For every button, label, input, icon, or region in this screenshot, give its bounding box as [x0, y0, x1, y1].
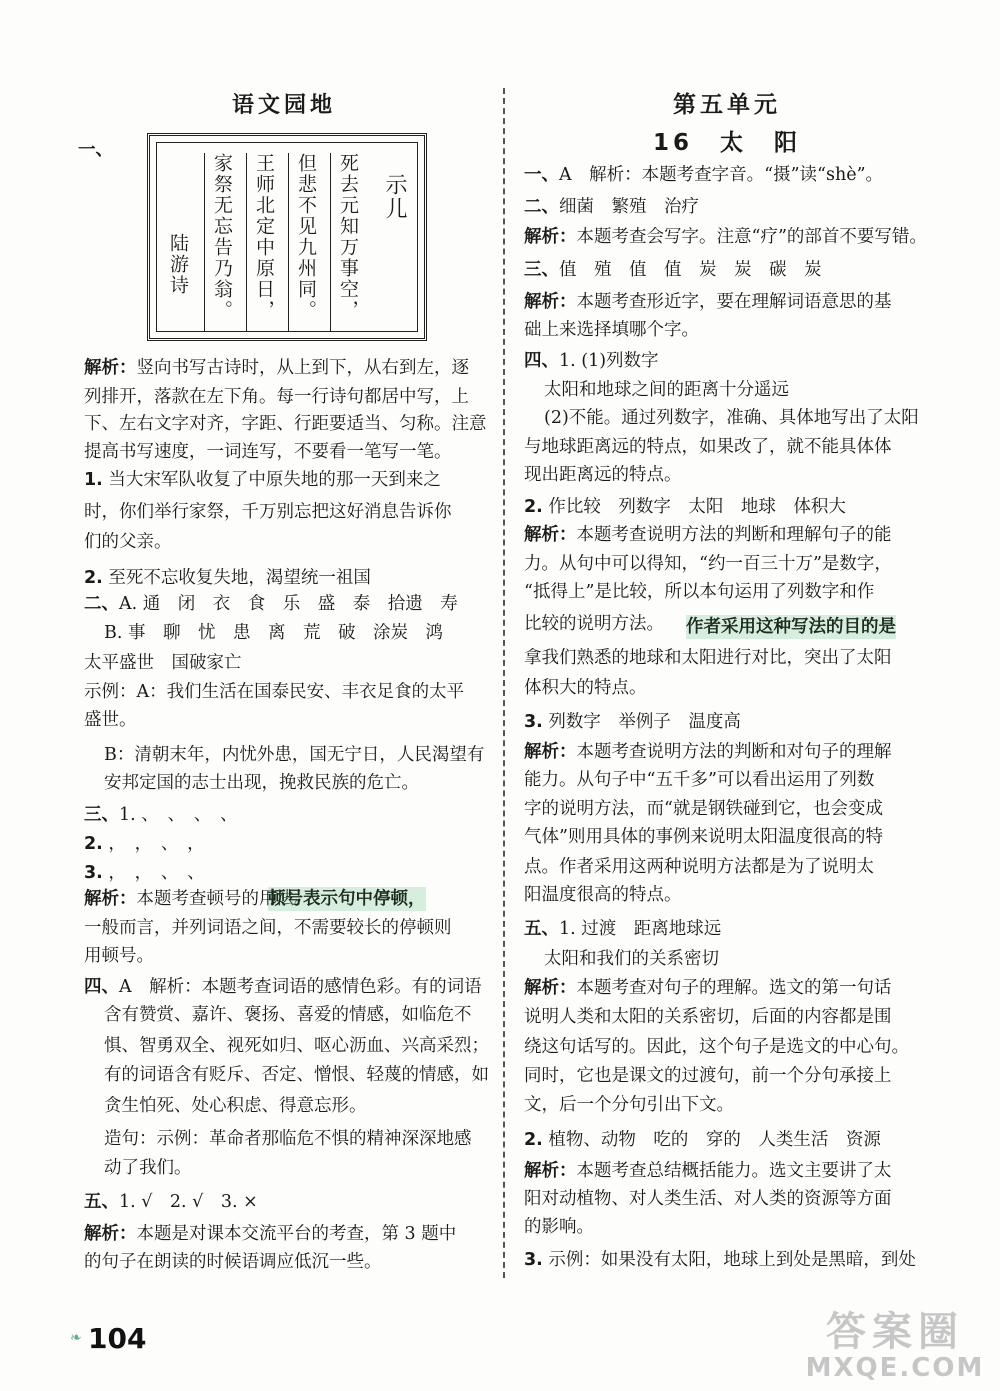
answer-line: 比较的说明方法。 — [524, 614, 664, 634]
line-prefix: 3. — [84, 863, 103, 883]
line-prefix: 三、 — [84, 805, 119, 825]
answer-line: 解析：本题考查说明方法的判断和理解句子的能 — [524, 525, 892, 545]
page-number: 104 — [88, 1322, 147, 1355]
highlighted-note: 顿号表示句中停顿， — [268, 889, 426, 909]
answer-line: 有的词语含有贬斥、否定、憎恨、轻蔑的情感，如 — [104, 1065, 489, 1085]
answer-line: 五、1. 过渡 距离地球远 — [524, 919, 722, 939]
line-prefix: 一、 — [524, 165, 559, 185]
answer-line: 能力。从句子中“五千多”可以看出运用了列数 — [524, 770, 875, 790]
answer-line: 3. 示例：如果没有太阳，地球上到处是黑暗，到处 — [524, 1250, 916, 1270]
answer-line: 三、值 殖 值 值 炭 炭 碳 炭 — [524, 260, 822, 280]
poem-line: 王师北定中原日， — [246, 153, 281, 331]
line-prefix: 解析： — [524, 978, 577, 998]
answer-line: 安邦定国的志士出现，挽救民族的危亡。 — [104, 773, 419, 793]
answer-line: (2)不能。通过列数字，准确、具体地写出了太阳 — [544, 408, 919, 428]
line-prefix: 解析： — [524, 525, 577, 545]
answer-line: 阳温度很高的特点。 — [524, 885, 682, 905]
answer-line: 2. 植物、动物 吃的 穿的 人类生活 资源 — [524, 1130, 881, 1150]
answer-line: 四、1. (1)列数字 — [524, 351, 659, 371]
poem-line: 家祭无忘告乃翁。 — [204, 153, 239, 331]
answer-line: 一般而言，并列词语之间，不需要较长的停顿则 — [84, 918, 452, 938]
answer-line: 同时，它也是课文的过渡句，前一个分句承接上 — [524, 1066, 892, 1086]
answer-line: 3. 列数字 举例子 温度高 — [524, 712, 741, 732]
answer-line: 2. ， ， 、 ， — [84, 834, 205, 854]
answer-line: 太阳和地球之间的距离十分遥远 — [544, 380, 789, 400]
answer-line: 用顿号。 — [84, 946, 154, 966]
poem-line: 死去元知万事空， — [330, 153, 365, 331]
line-prefix: 五、 — [84, 1192, 119, 1212]
answer-line: 解析：本题考查会写字。注意“疗”的部首不要写错。 — [524, 227, 927, 247]
line-prefix: 3. — [524, 1250, 543, 1270]
watermark-logo: 答案圈 — [826, 1309, 964, 1355]
answer-line: 造句：示例：革命者那临危不惧的精神深深地感 — [104, 1129, 472, 1149]
answer-line: B. 事 聊 忧 患 离 荒 破 涂炭 鸿 — [104, 623, 443, 643]
answer-line: 二、A. 通 闭 衣 食 乐 盛 泰 拾遗 寿 — [84, 594, 458, 614]
poem-signature: 陆游诗 — [167, 233, 189, 296]
watermark-url: MXQE.COM — [805, 1353, 985, 1383]
answer-line: 贪生怕死、处心积虑、得意忘形。 — [104, 1096, 367, 1116]
answer-line: 文，后一个分句引出下文。 — [524, 1095, 734, 1115]
poem-line: 但悲不见九州同。 — [288, 153, 323, 331]
line-prefix: 解析： — [524, 1161, 577, 1181]
answer-line: 字的说明方法，而“就是钢铁碰到它，也会变成 — [524, 799, 883, 819]
answer-line: 点。作者采用这两种说明方法都是为了说明太 — [524, 857, 874, 877]
watermark — [800, 1300, 990, 1385]
answer-line: 与地球距离远的特点，如果改了，就不能具体体 — [524, 437, 892, 457]
answer-line: 解析：竖向书写古诗时，从上到下，从右到左，逐 — [84, 358, 469, 378]
answer-line: 绕这句话写的。因此，这个句子是选文的中心句。 — [524, 1037, 909, 1057]
line-prefix: 解析： — [524, 742, 577, 762]
line-prefix: 2. — [84, 834, 103, 854]
answer-line: 五、1. √ 2. √ 3. × — [84, 1192, 258, 1212]
line-prefix: 解析： — [524, 227, 577, 247]
highlighted-note: 作者采用这种写法的目的是 — [686, 617, 896, 637]
answer-line: 三、1. 、 、 、 、 — [84, 805, 238, 825]
column-divider — [503, 88, 505, 1278]
answer-line: 现出距离远的特点。 — [524, 465, 682, 485]
answer-line: 动了我们。 — [104, 1158, 192, 1178]
section-title: 语文园地 — [231, 93, 336, 118]
answer-line: 3. ， ， 、 、 — [84, 863, 205, 883]
line-prefix: 三、 — [524, 260, 559, 280]
answer-line: 惧、智勇双全、视死如归、呕心沥血、兴高采烈； — [104, 1036, 489, 1056]
line-prefix: 2. — [84, 568, 103, 588]
page-leaf-icon: ❧ — [70, 1330, 82, 1346]
answer-line: 解析：本题是对课本交流平台的考查，第 3 题中 — [84, 1224, 457, 1244]
answer-line: 太阳和我们的关系密切 — [544, 949, 719, 969]
answer-line: 的句子在朗读的时候语调应低沉一些。 — [84, 1252, 382, 1272]
answer-line: 解析：本题考查说明方法的判断和对句子的理解 — [524, 742, 892, 762]
answer-line: 解析：本题考查顿号的用法。 — [84, 889, 312, 909]
answer-line: 1. 当大宋军队收复了中原失地的那一天到来之 — [84, 470, 441, 490]
answer-line: 太平盛世 国破家亡 — [84, 653, 242, 673]
answer-line: 盛世。 — [84, 710, 137, 730]
unit-title: 第五单元 — [673, 92, 781, 118]
answer-line: 示例：A：我们生活在国泰民安、丰衣足食的太平 — [84, 682, 465, 702]
answer-line: 二、细菌 繁殖 治疗 — [524, 197, 699, 217]
poem-frame — [156, 142, 418, 332]
line-prefix: 2. — [524, 1130, 543, 1150]
line-prefix: 四、 — [524, 351, 559, 371]
answer-line: 2. 至死不忘收复失地，渴望统一祖国 — [84, 568, 371, 588]
line-prefix: 解析： — [84, 889, 137, 909]
answer-line: 解析：本题考查总结概括能力。选文主要讲了太 — [524, 1161, 892, 1181]
answer-line: 力。从句中可以得知，“约一百三十万”是数字， — [524, 554, 892, 574]
answer-line: 们的父亲。 — [84, 532, 172, 552]
line-prefix: 五、 — [524, 919, 559, 939]
answer-line: 2. 作比较 列数字 太阳 地球 体积大 — [524, 497, 846, 517]
line-prefix: 二、 — [524, 197, 559, 217]
line-prefix: 二、 — [84, 594, 119, 614]
answer-line: “抵得上”是比较，所以本句运用了列数字和作 — [524, 582, 875, 602]
answer-line: 时，你们举行家祭，千万别忘把这好消息告诉你 — [84, 502, 452, 522]
answer-line: 一、A 解析：本题考查字音。“摄”读“shè”。 — [524, 165, 884, 185]
line-prefix: 1. — [84, 470, 103, 490]
answer-line: 四、A 解析：本题考查词语的感情色彩。有的词语 — [84, 977, 482, 997]
line-prefix: 2. — [524, 497, 543, 517]
answer-line: 础上来选择填哪个字。 — [524, 320, 699, 340]
line-prefix: 解析： — [84, 1224, 137, 1244]
poem-box — [147, 133, 427, 341]
line-prefix: 解析： — [84, 358, 137, 378]
answer-line: B：清朝末年，内忧外患，国无宁日，人民渴望有 — [104, 745, 485, 765]
answer-line: 阳对动植物、对人类生活、对人类的资源等方面 — [524, 1189, 892, 1209]
answer-line: 列排开，落款在左下角。每一行诗句都居中写，上 — [84, 387, 469, 407]
answer-line: 体积大的特点。 — [524, 678, 647, 698]
answer-line: 的影响。 — [524, 1217, 594, 1237]
question-label: 一、 — [78, 140, 113, 160]
answer-line: 说明人类和太阳的关系密切，后面的内容都是围 — [524, 1007, 892, 1027]
answer-line: 含有赞赏、嘉许、褒扬、喜爱的情感，如临危不 — [104, 1005, 472, 1025]
poem-title: 示儿 — [382, 173, 407, 221]
answer-line: 提高书写速度，一词连写，不要看一笔写一笔。 — [84, 442, 452, 462]
line-prefix: 3. — [524, 712, 543, 732]
answer-line: 拿我们熟悉的地球和太阳进行对比，突出了太阳 — [524, 648, 892, 668]
answer-line: 气体”则用具体的事例来说明太阳温度很高的特 — [524, 827, 883, 847]
answer-line: 下、左右文字对齐，字距、行距要适当、匀称。注意 — [84, 414, 487, 434]
line-prefix: 四、 — [84, 977, 119, 997]
answer-line: 解析：本题考查形近字，要在理解词语意思的基 — [524, 292, 892, 312]
line-prefix: 解析： — [524, 292, 577, 312]
answer-line: 解析：本题考查对句子的理解。选文的第一句话 — [524, 978, 892, 998]
lesson-title: 16 太 阳 — [652, 130, 801, 156]
